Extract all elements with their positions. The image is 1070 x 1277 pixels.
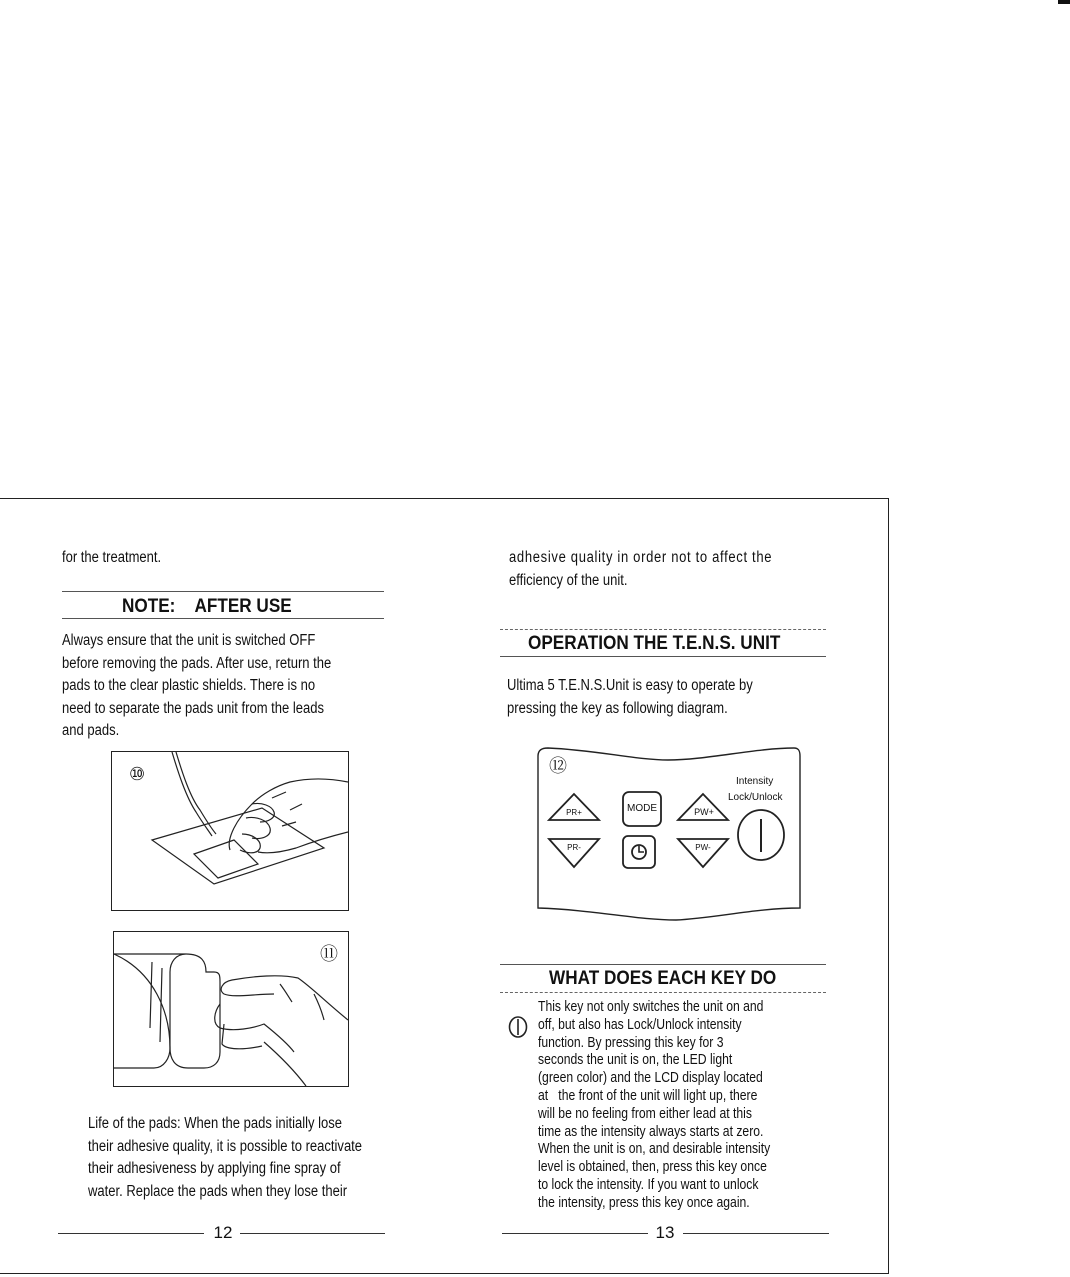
page-number-rule-left: [58, 1233, 204, 1234]
pads-life-line: their adhesiveness by applying fine spray of: [88, 1160, 341, 1177]
right-continuation: [509, 547, 832, 592]
clock-icon: [632, 845, 646, 859]
power-key-line: level is obtained, then, press this key once: [538, 1159, 767, 1176]
page-number-12: 12: [213, 1223, 233, 1242]
note-line: before removing the pads. After use, return the: [62, 654, 332, 672]
pads-life-paragraph: [88, 1113, 389, 1203]
key-mode: MODE: [627, 803, 657, 814]
power-key-line: This key not only switches the unit on and: [538, 999, 764, 1015]
operation-paragraph: [507, 675, 830, 720]
operation-bottom-rule: [500, 656, 826, 657]
note-line: Always ensure that the unit is switched OFF: [62, 632, 316, 649]
figure-10-illustration: [112, 752, 348, 910]
operation-line: Ultima 5 T.E.N.S.Unit is easy to operate by: [507, 677, 753, 694]
power-key-icon: [508, 1016, 530, 1040]
key-pr-plus: PR+: [566, 808, 582, 817]
page-number-rule-right: [683, 1233, 829, 1234]
note-heading: [122, 595, 292, 618]
power-key-line: will be no feeling from either lead at this: [538, 1105, 752, 1122]
continuation-line: for the treatment.: [62, 549, 162, 566]
note-bottom-rule: [62, 618, 384, 619]
power-key-line: at the front of the unit will light up, there: [538, 1087, 758, 1104]
page-number-rule-left: [502, 1233, 648, 1234]
pads-life-line: their adhesive quality, it is possible to reactivate: [88, 1137, 363, 1155]
intensity-label: Intensity: [736, 776, 774, 787]
power-key-line: time as the intensity always starts at zero.: [538, 1123, 764, 1140]
power-lock-icon: [738, 810, 784, 860]
figure-11-return-pads: [113, 931, 349, 1087]
key-pw-plus: PW+: [694, 807, 714, 817]
key-pr-minus: PR-: [567, 843, 581, 852]
operation-top-rule: [500, 629, 826, 630]
keys-heading: WHAT DOES EACH KEY DO: [549, 967, 777, 989]
power-key-line: function. By pressing this key for 3: [538, 1034, 724, 1051]
keys-top-rule: [500, 964, 826, 965]
figure-11-illustration: [114, 932, 348, 1086]
note-prefix: NOTE:: [122, 595, 176, 617]
figure-11-label: ⑪: [320, 944, 338, 964]
power-key-line: (green color) and the LCD display located: [538, 1070, 763, 1087]
right-continuation-line: efficiency of the unit.: [509, 571, 628, 589]
power-key-line: off, but also has Lock/Unlock intensity: [538, 1016, 742, 1033]
note-line: and pads.: [62, 722, 120, 739]
note-top-rule: [62, 591, 384, 592]
operation-line: pressing the key as following diagram.: [507, 699, 728, 717]
continuation-text: [62, 547, 381, 570]
lock-unlock-label: Lock/Unlock: [728, 792, 783, 803]
pads-life-line: water. Replace the pads when they lose their: [88, 1182, 348, 1200]
note-title: AFTER USE: [194, 595, 292, 617]
figure-10-remove-pads: [111, 751, 349, 911]
booklet-spread: [0, 498, 889, 1274]
page-number-rule-right: [240, 1233, 385, 1234]
power-key-line: seconds the unit is on, the LED light: [538, 1052, 733, 1069]
power-key-line: to lock the intensity. If you want to unlock: [538, 1176, 759, 1193]
corner-mark: [1058, 0, 1070, 4]
keypad-diagram: [536, 746, 802, 922]
right-continuation-line: adhesive quality in order not to affect the: [509, 549, 773, 566]
note-line: pads to the clear plastic shields. There is no: [62, 677, 316, 694]
note-paragraph: [62, 630, 385, 743]
note-line: need to separate the pads unit from the leads: [62, 699, 325, 717]
keys-bottom-rule: [500, 992, 826, 993]
power-key-description: [538, 999, 824, 1213]
key-pw-minus: PW-: [695, 843, 711, 852]
power-key-line: the intensity, press this key once again.: [538, 1194, 750, 1211]
pads-life-line: Life of the pads: When the pads initially lose: [88, 1115, 343, 1132]
operation-heading: OPERATION THE T.E.N.S. UNIT: [528, 632, 781, 654]
keypad-outline: [536, 746, 802, 922]
power-key-line: When the unit is on, and desirable intensity: [538, 1141, 771, 1158]
figure-12-label: ⑫: [549, 756, 567, 776]
figure-10-label: ⑩: [129, 764, 146, 784]
page-number-13: 13: [655, 1223, 675, 1242]
